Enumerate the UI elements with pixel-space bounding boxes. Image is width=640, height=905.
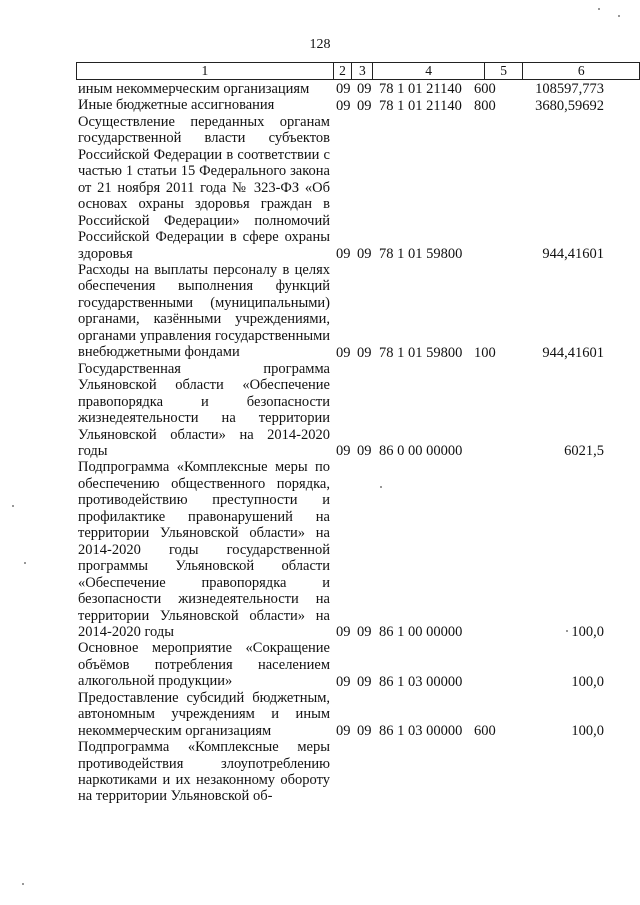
subsection-code: 09 [357,97,372,114]
row-codes [330,674,608,690]
scan-speck [598,8,600,10]
row-description: Предоставление субсидий бюджетным, автономным учреждениям и иным некоммерческим организациям [78,689,330,739]
row-description: иным некоммерческим организациям [78,81,310,97]
amount: 100,0 [571,673,604,690]
expense-type-code: 800 [474,97,496,114]
scan-speck [22,883,24,885]
subsection-code: 09 [357,344,372,361]
target-article-code: 86 1 00 00000 [379,624,463,641]
subsection-code: 09 [357,723,372,740]
table-header [76,62,640,80]
scan-speck [566,630,568,632]
amount: 6021,5 [564,443,604,460]
section-code: 09 [336,97,351,114]
amount: 100,0 [571,723,604,740]
subsection-code: 09 [357,245,372,262]
page-number: 128 [309,37,331,52]
section-code: 09 [336,81,351,98]
target-article-code: 86 1 03 00000 [379,723,463,740]
scan-speck [380,486,382,488]
target-article-code: 78 1 01 21140 [379,97,462,114]
subsection-code: 09 [357,443,372,460]
table-row [78,459,608,640]
table-row [78,81,608,97]
section-code: 09 [336,245,351,262]
table-row [78,114,608,262]
section-code: 09 [336,443,351,460]
amount: 944,41601 [542,245,604,262]
subsection-code: 09 [357,81,372,98]
header-col-4: 4 [373,63,485,80]
row-codes [330,345,608,361]
expense-type-code: 600 [474,81,496,98]
row-codes [330,789,608,805]
header-col-2: 2 [333,63,352,80]
expense-type-code: 100 [474,344,496,361]
row-description: Осуществление переданных органам государственной власти субъектов Российской Федерации в соответствии с частью 1 статьи 15 Федерального закона от 21 ноября 2011 года № 323-ФЗ «Об основах охраны здоровья граждан в Российской Федерации» полномочий Российской Федерации в сфере охраны здоровья [78,113,330,262]
amount: 3680,59692 [535,97,604,114]
section-code: 09 [336,673,351,690]
header-col-3: 3 [352,63,373,80]
row-description: Расходы на выплаты персоналу в целях обеспечения выполнения функций государственными (муниципальными) органами, казёнными учреждениями, органами управления государственными внебюджетными фондами [78,261,330,361]
row-codes [330,443,608,459]
row-description: Государственная программа Ульяновской области «Обеспечение правопорядка и безопасности жизнедеятельности на территории Ульяновской области» на 2014-2020 годы [78,360,330,459]
header-col-5: 5 [484,63,523,80]
row-codes [330,98,608,114]
row-codes [330,246,608,262]
row-codes [330,723,608,739]
table-row [78,262,608,361]
subsection-code: 09 [357,624,372,641]
target-article-code: 78 1 01 59800 [379,344,463,361]
target-article-code: 86 1 03 00000 [379,673,463,690]
scan-speck [618,15,620,17]
budget-table-body [78,81,608,805]
header-col-1: 1 [77,63,334,80]
row-codes [330,81,608,97]
table-row [78,97,608,113]
table-row [78,361,608,460]
row-codes [330,624,608,640]
target-article-code: 78 1 01 21140 [379,81,462,98]
expense-type-code: 600 [474,723,496,740]
row-description: Иные бюджетные ассигнования [78,97,275,114]
row-description: Подпрограмма «Комплексные меры по обеспечению общественного порядка, противодействию преступности и профилактике правонарушений на территории Ульяновской области» на 2014-2020 годы государственной программы Ульяновской области «Обеспечение правопорядка и безопасности жизнедеятельности на территории Ульяновской области» на 2014-2020 годы [78,459,330,640]
target-article-code: 78 1 01 59800 [379,245,463,262]
target-article-code: 86 0 00 00000 [379,443,463,460]
table-row [78,739,608,805]
section-code: 09 [336,723,351,740]
row-description: Подпрограмма «Комплексные меры противодействия злоупотреблению наркотиками и их незаконному обороту на территории Ульяновской об- [78,739,330,805]
table-row [78,690,608,739]
header-col-6: 6 [523,63,640,80]
table-row [78,640,608,689]
subsection-code: 09 [357,673,372,690]
amount: 100,0 [571,624,604,641]
amount: 944,41601 [542,344,604,361]
scan-speck [24,562,26,564]
amount: 108597,773 [535,81,604,98]
section-code: 09 [336,344,351,361]
section-code: 09 [336,624,351,641]
row-description: Основное мероприятие «Сокращение объёмов потребления населением алкогольной продукции» [78,640,330,690]
scan-speck [12,505,14,507]
